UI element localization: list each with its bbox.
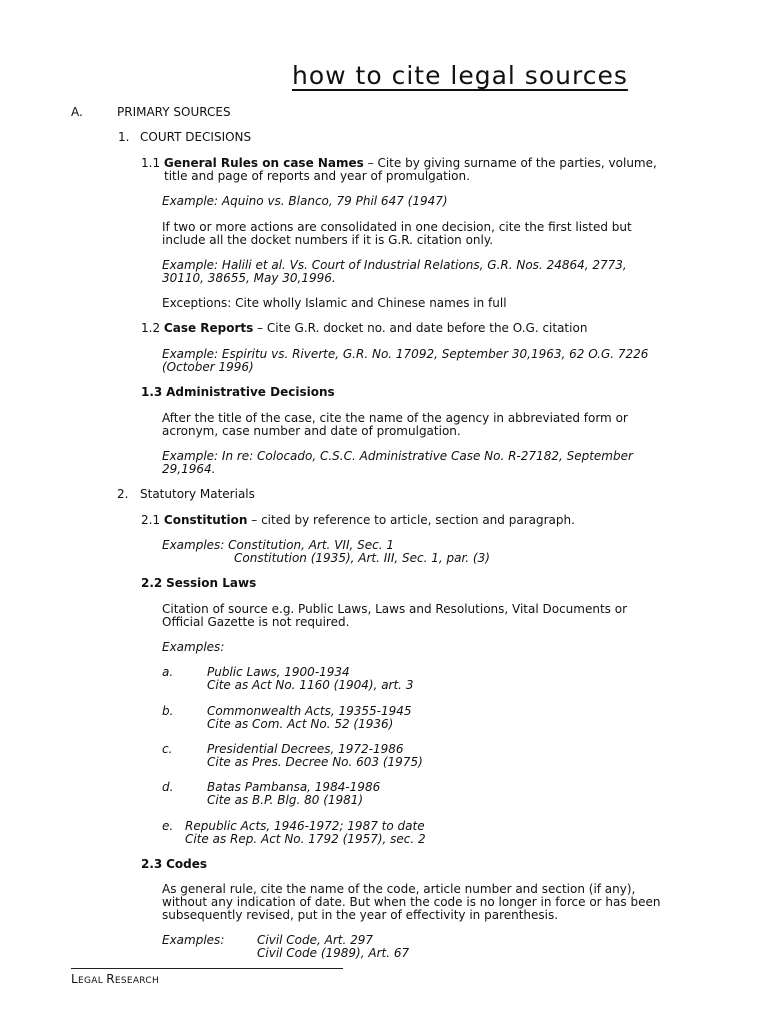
rule-title: Case Reports: [163, 321, 254, 335]
section-letter: A.: [71, 105, 83, 119]
rule-2-3-heading: [141, 858, 207, 871]
example-text: Example: Espiritu vs. Riverte, G.R. No. 17092, September 30,1963, 62 O.G. 7226: [162, 347, 649, 361]
rule-number: 2.2: [141, 576, 163, 590]
rule-text: – Cite by giving surname of the parties, volume,: [363, 156, 657, 170]
example-text: Civil Code (1989), Art. 67: [257, 946, 410, 960]
paragraph-line: acronym, case number and date of promulgation.: [162, 424, 461, 438]
footer-cap: R: [106, 972, 115, 986]
examples-label: Examples:: [162, 640, 225, 654]
paragraph-line: As general rule, cite the name of the code, article number and section (if any),: [162, 882, 636, 896]
list-item: Cite as Act No. 1160 (1904), art. 3: [207, 678, 414, 692]
rule-title: Administrative Decisions: [166, 385, 335, 399]
list-item: Presidential Decrees, 1972-1986: [207, 742, 404, 756]
paragraph-line: Exceptions: Cite wholly Islamic and Chinese names in full: [162, 296, 507, 310]
subsection-heading: COURT DECISIONS: [140, 130, 252, 144]
section-heading: PRIMARY SOURCES: [117, 105, 231, 119]
footer-text: [71, 973, 159, 988]
rule-number: 2.1: [141, 513, 161, 527]
footer-small: ESEARCH: [114, 976, 160, 986]
rule-title: Session Laws: [166, 576, 257, 590]
rule-text: – cited by reference to article, section and paragraph.: [247, 513, 575, 527]
paragraph-line: subsequently revised, put in the year of effectivity in parenthesis.: [162, 908, 559, 922]
rule-number: 1.3: [141, 385, 163, 399]
paragraph-line: Official Gazette is not required.: [162, 615, 350, 629]
list-item-letter: a.: [162, 665, 174, 679]
rule-number: 2.3: [141, 857, 163, 871]
footer-divider: [71, 968, 343, 969]
example-text: Civil Code, Art. 297: [257, 933, 374, 947]
paragraph-line: Citation of source e.g. Public Laws, Laws and Resolutions, Vital Documents or: [162, 602, 628, 616]
footer-cap: L: [71, 972, 78, 986]
list-item: Public Laws, 1900-1934: [207, 665, 350, 679]
example-text: Example: In re: Colocado, C.S.C. Administrative Case No. R-27182, September: [162, 449, 633, 463]
list-item-letter: c.: [162, 742, 173, 756]
page-title: how to cite legal sources: [292, 61, 628, 90]
paragraph-line: include all the docket numbers if it is G.R. citation only.: [162, 233, 494, 247]
rule-1-3-heading: [141, 386, 335, 399]
list-item: Cite as Pres. Decree No. 603 (1975): [207, 755, 423, 769]
rule-title: General Rules on case Names: [163, 156, 364, 170]
list-item: Cite as Com. Act No. 52 (1936): [207, 717, 394, 731]
rule-2-1-heading: [141, 514, 575, 527]
example-text: Examples: Constitution, Art. VII, Sec. 1: [162, 538, 394, 552]
rule-text-line: title and page of reports and year of promulgation.: [164, 169, 470, 183]
example-text: 30110, 38655, May 30,1996.: [162, 271, 336, 285]
subsection-number: 1.: [118, 130, 130, 144]
rule-number: 1.2: [141, 321, 161, 335]
example-text: Example: Aquino vs. Blanco, 79 Phil 647 (1947): [162, 194, 448, 208]
paragraph-line: If two or more actions are consolidated in one decision, cite the first listed but: [162, 220, 632, 234]
rule-title: Constitution: [163, 513, 248, 527]
list-item-letter: d.: [162, 780, 174, 794]
list-item: Batas Pambansa, 1984-1986: [207, 780, 381, 794]
example-text: Example: Halili et al. Vs. Court of Industrial Relations, G.R. Nos. 24864, 2773,: [162, 258, 627, 272]
example-text: (October 1996): [162, 360, 254, 374]
subsection-number: 2.: [117, 487, 129, 501]
rule-2-2-heading: [141, 577, 256, 590]
example-text: 29,1964.: [162, 462, 216, 476]
example-text: Constitution (1935), Art. III, Sec. 1, par. (3): [234, 551, 490, 565]
paragraph-line: After the title of the case, cite the name of the agency in abbreviated form or: [162, 411, 628, 425]
rule-number: 1.1: [141, 156, 161, 170]
rule-1-2-heading: [141, 322, 587, 335]
footer-small: EGAL: [78, 976, 107, 986]
list-item: Cite as Rep. Act No. 1792 (1957), sec. 2: [185, 832, 426, 846]
rule-text: – Cite G.R. docket no. and date before the O.G. citation: [253, 321, 588, 335]
subsection-heading: Statutory Materials: [140, 487, 255, 501]
list-item-letter: b.: [162, 704, 174, 718]
rule-title: Codes: [166, 857, 208, 871]
list-item: Cite as B.P. Blg. 80 (1981): [207, 793, 364, 807]
paragraph-line: without any indication of date. But when the code is no longer in force or has been: [162, 895, 661, 909]
list-item: Commonwealth Acts, 19355-1945: [207, 704, 412, 718]
examples-label: Examples:: [162, 933, 225, 947]
list-item: Republic Acts, 1946-1972; 1987 to date: [185, 819, 425, 833]
list-item-letter: e.: [162, 819, 174, 833]
